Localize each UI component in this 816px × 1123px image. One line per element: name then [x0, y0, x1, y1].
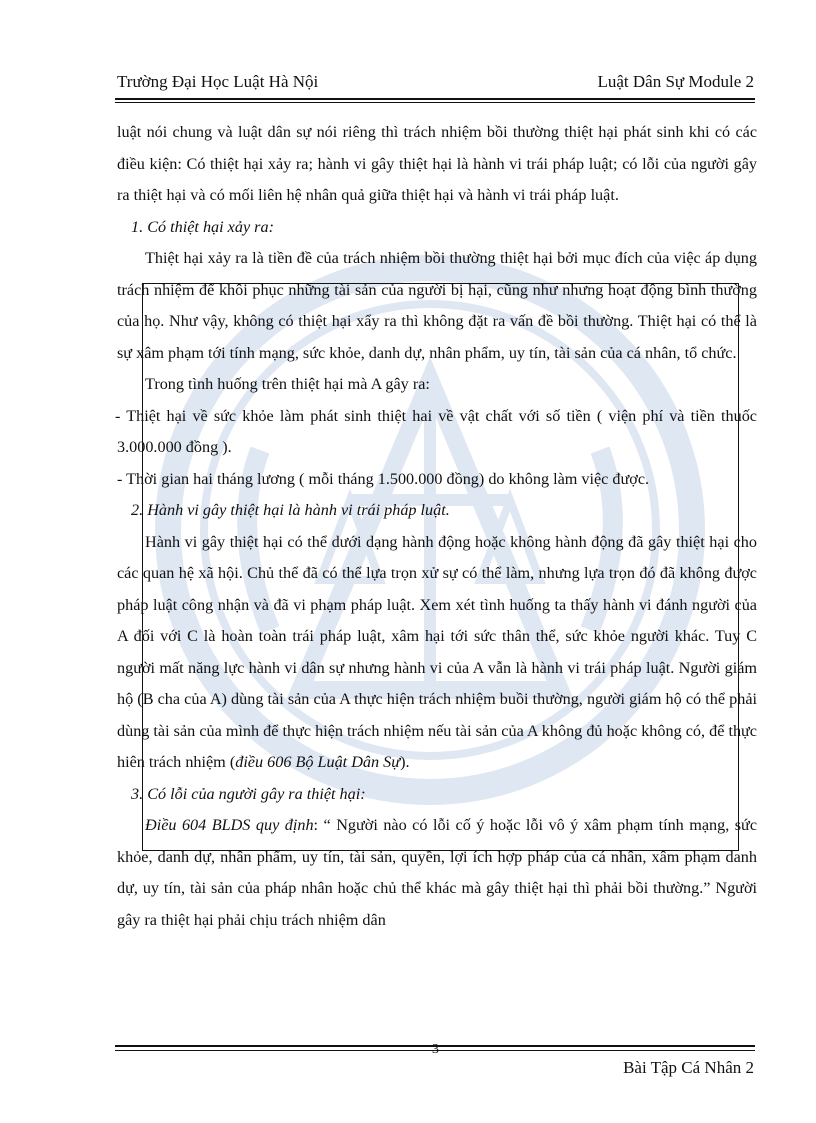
page-number: 3	[432, 1042, 439, 1057]
intro-paragraph: luật nói chung và luật dân sự nói riêng thì trách nhiệm bồi thường thiệt hại phát sinh khi có các điều kiện: Có thiệt hại xảy ra; hành vi gây thiệt hại là hành vi trái pháp luật; có lỗi của người gây ra thiệt hại và có mối liên hệ nhân quả giữa thiệt hại và hành vi trái pháp luật.	[117, 123, 757, 204]
section-2-legal-reference: điều 606 Bộ Luật Dân Sự	[235, 753, 401, 771]
header-rule-thin	[115, 102, 755, 103]
section-2-text-end: ).	[400, 753, 410, 771]
header-course-name: Luật Dân Sự Module 2	[597, 72, 754, 91]
document-body	[117, 117, 757, 936]
footer-assignment-name: Bài Tập Cá Nhân 2	[623, 1058, 754, 1077]
section-1-heading: 1. Có thiệt hại xảy ra:	[131, 217, 274, 236]
section-2-heading: 2. Hành vi gây thiệt hại là hành vi trái pháp luật.	[131, 501, 450, 519]
section-3-legal-reference: Điều 604 BLDS quy định	[145, 816, 314, 834]
section-2-text: Hành vi gây thiệt hại có thể dưới dạng hành động hoặc không hành động đã gây thiệt hại cho các quan hệ xã hội. Chủ thể đã có thể lựa trọn xử sự có thể làm, nhưng lựa trọn đó đã không được pháp luật công nhận và đã vi phạm pháp luật. Xem xét tình huống ta thấy hành vi đánh người của A đối với C là hoàn toàn trái pháp luật, xâm hại tới sức thân thể, sức khỏe người khác. Tuy C người mất năng lực hành vi dân sự nhưng hành vi của A vẫn là hành vi trái pháp luật. Người giám hộ (B cha của A) dùng tài sản của A thực hiện trách nhiệm buồi thường, người giám hộ có thể phải dùng tài sản của mình để thực hiện trách nhiệm nếu tài sản của A không đủ hoặc không có, để thực hiên trách nhiệm (	[117, 532, 757, 771]
page-header	[117, 72, 754, 92]
section-3-heading: 3. Có lỗi của người gây ra thiệt hại:	[131, 784, 366, 803]
section-1-item-1: - Thiệt hại về sức khỏe làm phát sinh thiệt hai về vật chất với số tiền ( viện phí và tiền thuốc 3.000.000 đồng ).	[115, 406, 757, 456]
section-3-paragraph	[117, 810, 757, 936]
section-3-text: : “ Người nào có lỗi cố ý hoặc lỗi vô ý xâm phạm tính mạng, sức khỏe, danh dự, nhân phẩm, uy tín, tài sản, quyền, lợi ích hợp pháp của cá nhân, xâm phạm danh dự, uy tín, tài sản của pháp nhân hoặc chủ thể khác mà gây thiệt hại thì phải bồi thường.” Người gây ra thiệt hại phải chịu trách nhiệm dân	[117, 816, 758, 929]
header-rule-thick	[115, 98, 755, 100]
header-school-name: Trường Đại Học Luật Hà Nội	[117, 72, 319, 91]
section-1-lead: Trong tình huống trên thiệt hại mà A gây ra:	[145, 375, 430, 393]
section-1-paragraph: Thiệt hại xảy ra là tiền đề của trách nhiệm bồi thường thiệt hại bởi mục đích của việc áp dụng trách nhiệm để khôi phục những tài sản của người bị hại, cũng như nhưng hoạt động bình thường của họ. Như vậy, không có thiệt hại xẩy ra thì không đặt ra vấn đề bồi thường. Thiệt hại có thể là sự xâm phạm tới tính mạng, sức khỏe, danh dự, nhân phẩm, uy tín, tài sản của cá nhân, tổ chức.	[117, 249, 757, 362]
section-1-item-2: - Thời gian hai tháng lương ( mỗi tháng 1.500.000 đồng) do không làm việc được.	[117, 469, 650, 488]
section-2-paragraph	[117, 527, 757, 779]
